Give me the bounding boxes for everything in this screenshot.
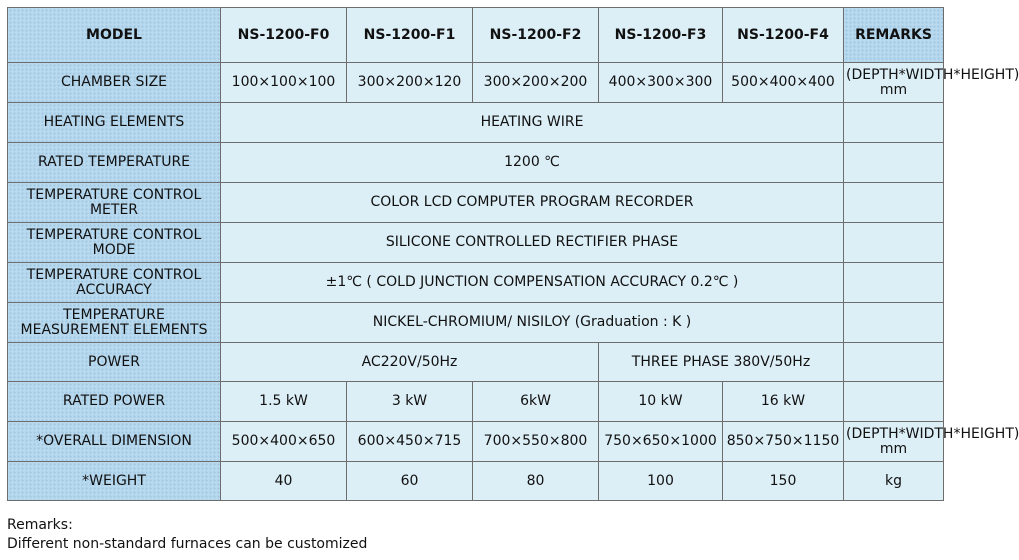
row-rated-temperature <box>8 143 944 183</box>
spec-table <box>7 7 1019 501</box>
row-label: TEMPERATURE CONTROL METER <box>8 183 221 223</box>
table-cell: 16 kW <box>723 382 844 422</box>
row-label: TEMPERATURE CONTROL ACCURACY <box>8 263 221 303</box>
row-rated-power <box>8 382 944 422</box>
header-model-f2: NS-1200-F2 <box>473 8 599 63</box>
row-weight <box>8 462 944 501</box>
table-cell: 60 <box>347 462 473 501</box>
remark-cell <box>844 303 944 343</box>
table-cell: 80 <box>473 462 599 501</box>
table-cell: 100 <box>599 462 723 501</box>
table-cell: 1.5 kW <box>221 382 347 422</box>
table-cell: THREE PHASE 380V/50Hz <box>599 343 844 382</box>
remark-cell <box>844 103 944 143</box>
remarks-note: Different non-standard furnaces can be customized <box>7 536 368 552</box>
remark-cell <box>844 183 944 223</box>
table-cell: 10 kW <box>599 382 723 422</box>
remark-cell <box>844 143 944 183</box>
row-overall-dimension <box>8 422 944 462</box>
row-control-mode <box>8 223 944 263</box>
remark-cell <box>844 223 944 263</box>
remark-cell: (DEPTH*WIDTH*HEIGHT) mm <box>844 422 944 462</box>
table-cell: NICKEL-CHROMIUM/ NISILOY (Graduation : K ) <box>221 303 844 343</box>
row-chamber-size <box>8 63 944 103</box>
row-label: *OVERALL DIMENSION <box>8 422 221 462</box>
table-cell: 700×550×800 <box>473 422 599 462</box>
table-cell: HEATING WIRE <box>221 103 844 143</box>
remarks-footer <box>7 516 367 554</box>
table-cell: 6kW <box>473 382 599 422</box>
table-cell: 100×100×100 <box>221 63 347 103</box>
table-cell: 500×400×650 <box>221 422 347 462</box>
header-remarks: REMARKS <box>844 8 944 63</box>
row-label: HEATING ELEMENTS <box>8 103 221 143</box>
table-cell: 300×200×200 <box>473 63 599 103</box>
row-label: CHAMBER SIZE <box>8 63 221 103</box>
table-cell: 150 <box>723 462 844 501</box>
row-label: POWER <box>8 343 221 382</box>
row-heating-elements <box>8 103 944 143</box>
row-measurement-elements <box>8 303 944 343</box>
row-control-meter <box>8 183 944 223</box>
table-cell: AC220V/50Hz <box>221 343 599 382</box>
table-cell: 300×200×120 <box>347 63 473 103</box>
table-cell: 600×450×715 <box>347 422 473 462</box>
remark-cell: kg <box>844 462 944 501</box>
table-cell: 750×650×1000 <box>599 422 723 462</box>
remarks-title: Remarks: <box>7 517 73 533</box>
row-label: *WEIGHT <box>8 462 221 501</box>
remark-cell <box>844 343 944 382</box>
table-cell: 3 kW <box>347 382 473 422</box>
table-cell: 500×400×400 <box>723 63 844 103</box>
remark-cell: (DEPTH*WIDTH*HEIGHT) mm <box>844 63 944 103</box>
table-cell: 400×300×300 <box>599 63 723 103</box>
remark-cell <box>844 382 944 422</box>
table-cell: ±1℃ ( COLD JUNCTION COMPENSATION ACCURACY 0.2℃ ) <box>221 263 844 303</box>
row-label: RATED POWER <box>8 382 221 422</box>
table-cell: COLOR LCD COMPUTER PROGRAM RECORDER <box>221 183 844 223</box>
header-row <box>8 8 944 63</box>
remark-cell <box>844 263 944 303</box>
row-label: RATED TEMPERATURE <box>8 143 221 183</box>
header-model-f3: NS-1200-F3 <box>599 8 723 63</box>
table-cell: SILICONE CONTROLLED RECTIFIER PHASE <box>221 223 844 263</box>
table-cell: 40 <box>221 462 347 501</box>
row-power <box>8 343 944 382</box>
table-cell: 1200 ℃ <box>221 143 844 183</box>
header-model-f0: NS-1200-F0 <box>221 8 347 63</box>
header-model-f4: NS-1200-F4 <box>723 8 844 63</box>
row-control-accuracy <box>8 263 944 303</box>
header-model: MODEL <box>8 8 221 63</box>
table-cell: 850×750×1150 <box>723 422 844 462</box>
row-label: TEMPERATURE CONTROL MODE <box>8 223 221 263</box>
header-model-f1: NS-1200-F1 <box>347 8 473 63</box>
row-label: TEMPERATURE MEASUREMENT ELEMENTS <box>8 303 221 343</box>
